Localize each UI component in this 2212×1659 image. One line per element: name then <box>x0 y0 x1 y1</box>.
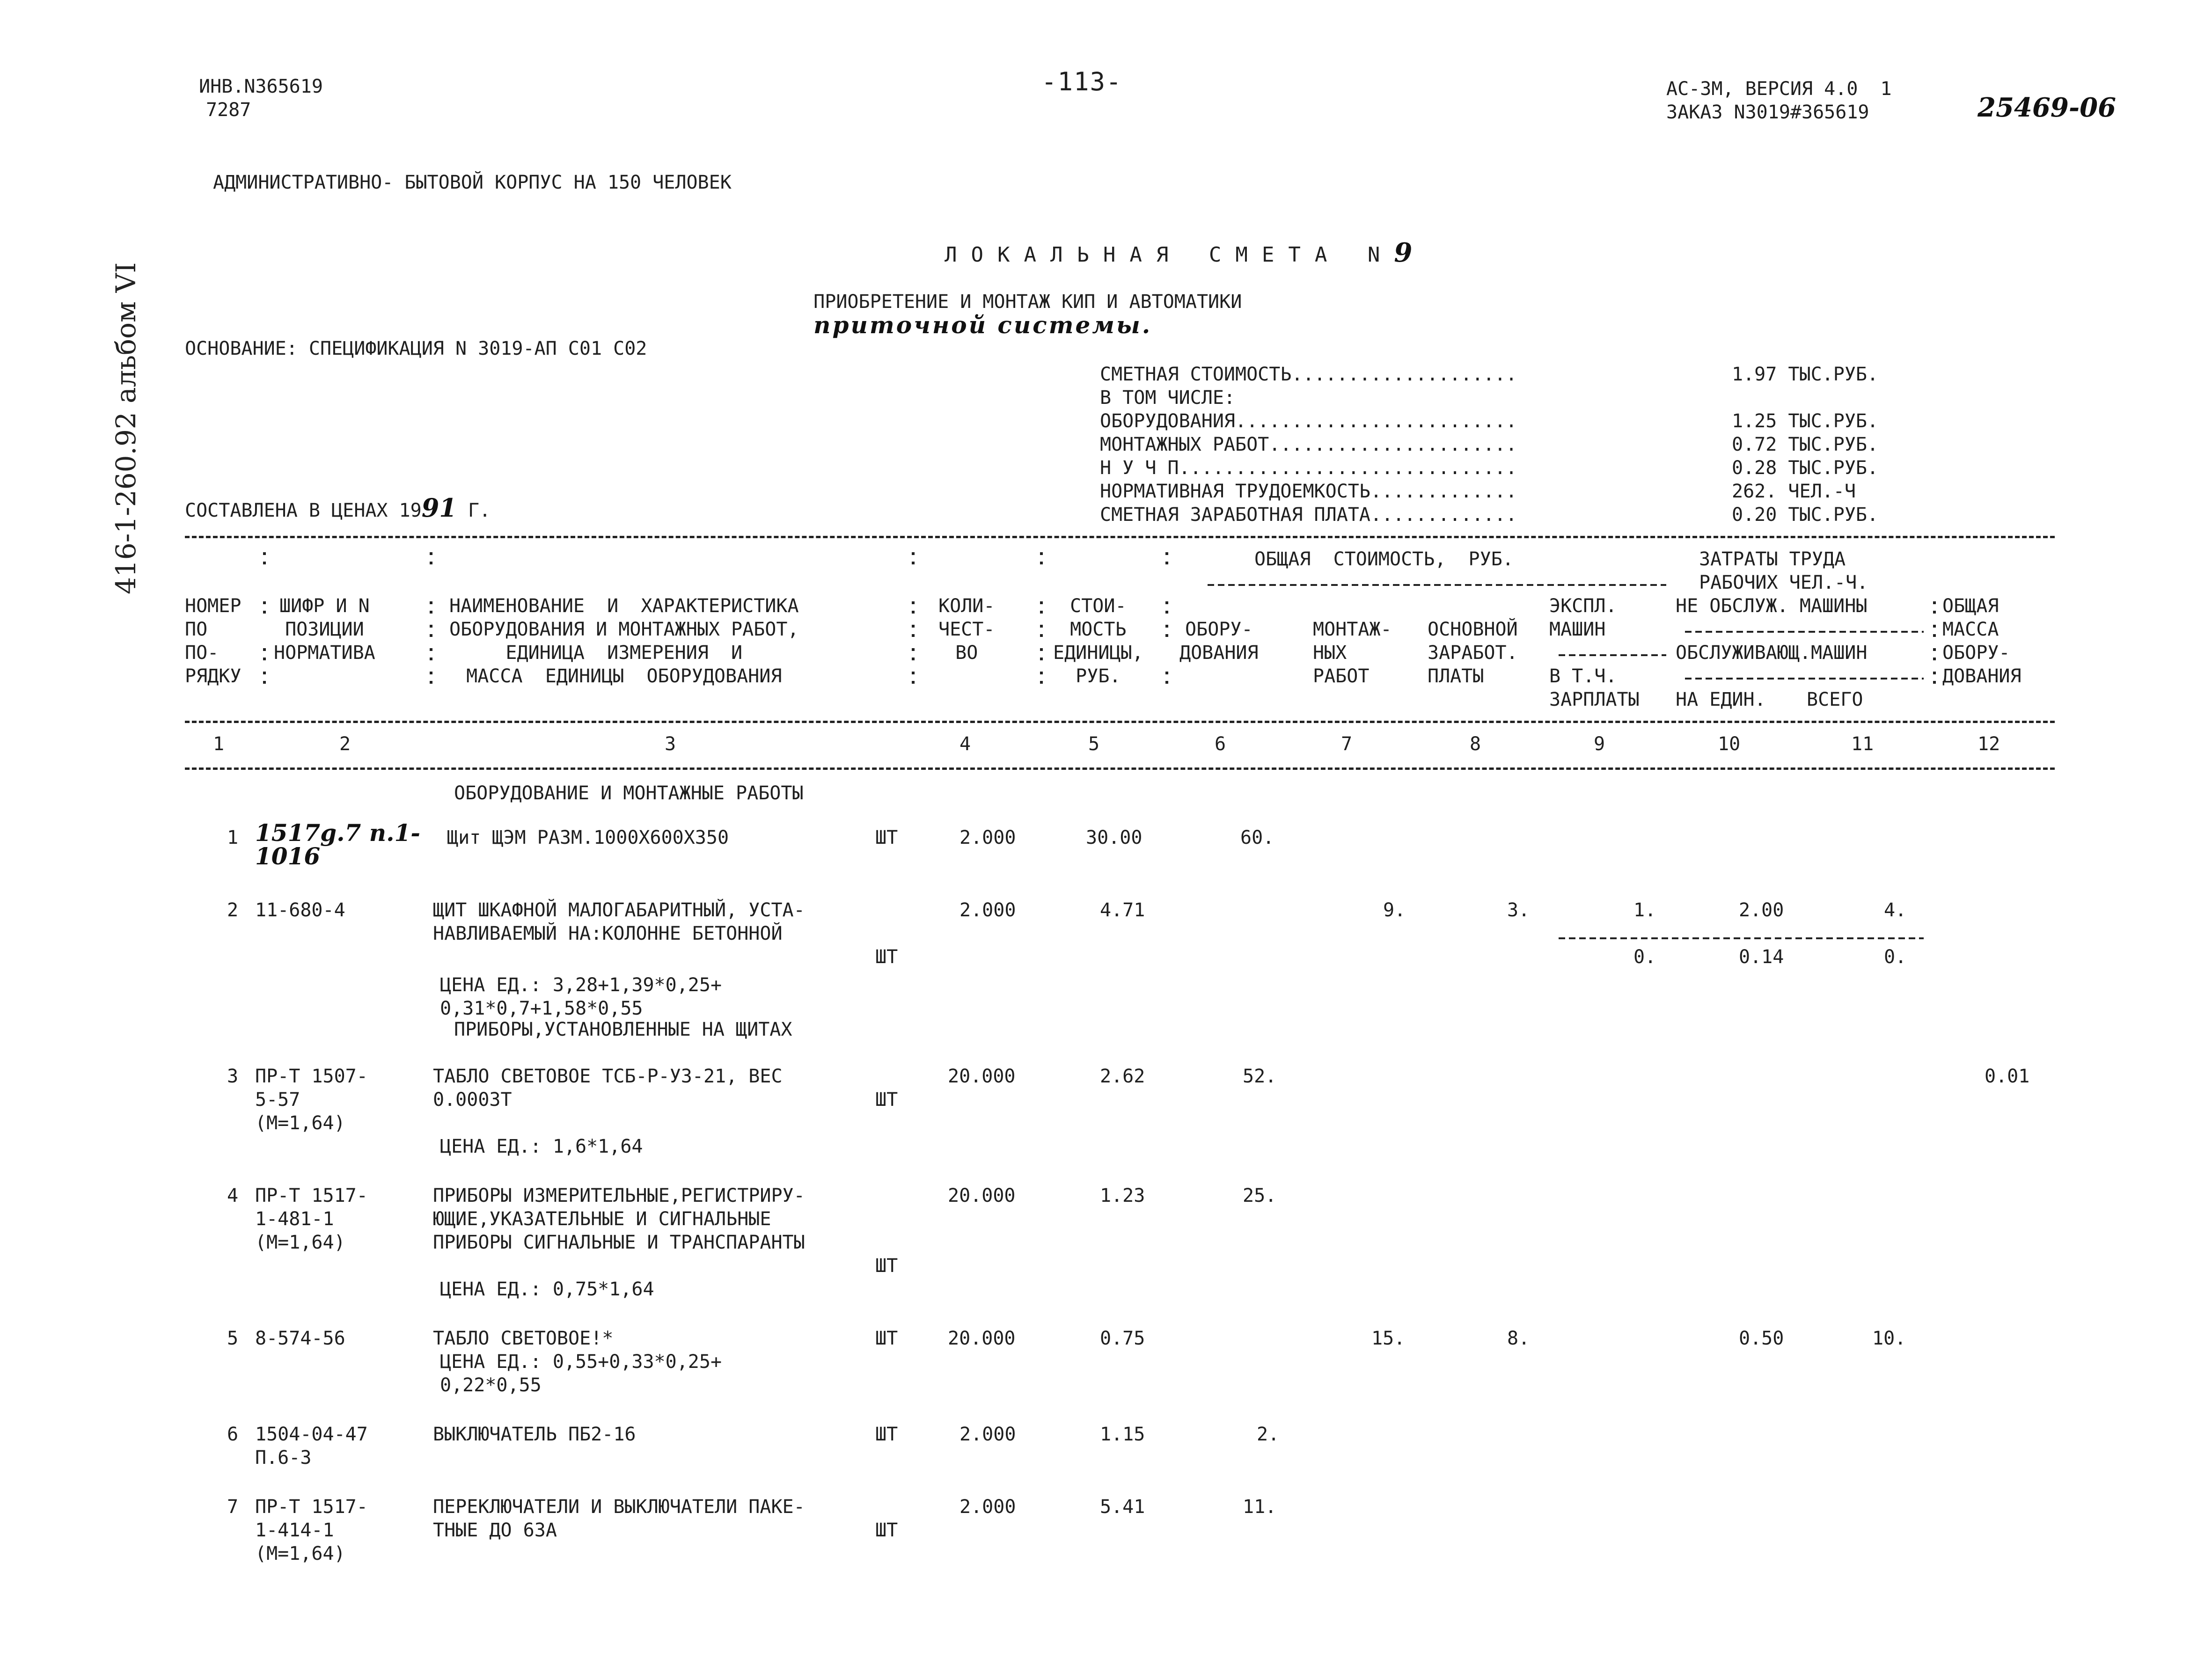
col-header-equipment: ОБОРУ- ДОВАНИЯ <box>1179 619 1259 664</box>
row-unit: ШТ <box>875 1089 898 1111</box>
row-mass: 0.01 <box>1985 1066 2030 1087</box>
row-labor-total: 4. <box>1884 899 1907 921</box>
row-name: ТАБЛО СВЕТОВОЕ!* <box>433 1328 614 1349</box>
row-machines-wages: 0. <box>1633 946 1656 968</box>
col-number: 7 <box>1341 733 1353 755</box>
row-code: ПР-Т 1507- 5-57 (М=1,64) <box>255 1066 368 1134</box>
handwritten-code: 25469-06 <box>1978 92 2116 123</box>
col-header-qty: КОЛИ- ЧЕСТ- ВО <box>938 595 995 664</box>
col-header-wages: ОСНОВНОЙ ЗАРАБОТ. ПЛАТЫ <box>1428 619 1518 687</box>
col-number: 11 <box>1851 733 1874 755</box>
row-price: 5.41 <box>1100 1496 1145 1518</box>
row-number: 6 <box>227 1424 239 1445</box>
summary-value: 1.25 ТЫС.РУБ. <box>1732 410 1879 432</box>
row-code: ПР-Т 1517- 1-414-1 (М=1,64) <box>255 1496 368 1564</box>
row-equipment: 60. <box>1240 827 1274 848</box>
col-number: 12 <box>1978 733 2000 755</box>
row-name: Щит ЩЭМ РАЗМ.1000Х600Х350 <box>447 827 729 848</box>
row-wages: 8. <box>1507 1328 1530 1349</box>
col-header-name: НАИМЕНОВАНИЕ И ХАРАКТЕРИСТИКА ОБОРУДОВАНИЯ И МОНТАЖНЫХ РАБОТ, ЕДИНИЦА ИЗМЕРЕНИЯ И МАССА ЕДИНИЦЫ ОБОРУДОВАНИЯ <box>449 595 799 687</box>
row-mounting: 9. <box>1383 899 1406 921</box>
row-unit: ШТ <box>875 946 898 968</box>
separator-col <box>1933 601 1936 684</box>
summary-value: 262. ЧЕЛ.-Ч <box>1732 481 1856 502</box>
summary-label: МОНТАЖНЫХ РАБОТ...................... <box>1100 434 1517 455</box>
inventory-number-2: 7287 <box>206 99 251 121</box>
row-price: 4.71 <box>1100 899 1145 921</box>
col-header-mass: ОБЩАЯ МАССА ОБОРУ- ДОВАНИЯ <box>1942 595 2022 687</box>
summary-label: Н У Ч П.............................. <box>1100 457 1517 479</box>
object-name: АДМИНИСТРАТИВНО- БЫТОВОЙ КОРПУС НА 150 ЧЕЛОВЕК <box>213 172 732 193</box>
col-number: 8 <box>1470 733 1481 755</box>
separator-col <box>263 552 266 684</box>
inventory-number: ИНВ.N365619 <box>199 76 323 97</box>
row-equipment: 2. <box>1257 1424 1280 1445</box>
row-price: 0.75 <box>1100 1328 1145 1349</box>
row-name: ПЕРЕКЛЮЧАТЕЛИ И ВЫКЛЮЧАТЕЛИ ПАКЕ- ТНЫЕ ДО 63А <box>433 1496 805 1541</box>
row-code: ПР-Т 1517- 1-481-1 (М=1,64) <box>255 1185 368 1253</box>
separator-dots <box>263 552 1936 684</box>
row-equipment: 25. <box>1243 1185 1277 1206</box>
col-number: 1 <box>213 733 225 755</box>
row-number: 1 <box>227 827 239 848</box>
row-number: 7 <box>227 1496 239 1518</box>
row-qty: 2.000 <box>960 827 1016 848</box>
summary-value: 0.72 ТЫС.РУБ. <box>1732 434 1879 455</box>
row-price: 2.62 <box>1100 1066 1145 1087</box>
row-number: 5 <box>227 1328 239 1349</box>
row-price-formula: ЦЕНА ЕД.: 0,55+0,33*0,25+ 0,22*0,55 <box>440 1351 722 1396</box>
row-unit: ШТ <box>875 1328 898 1349</box>
price-year-tail: Г. <box>456 500 491 521</box>
col-number: 10 <box>1718 733 1741 755</box>
separator-col <box>912 552 915 684</box>
row-unit: ШТ <box>875 1255 898 1277</box>
col-header-number: НОМЕР ПО ПО- РЯДКУ <box>185 595 242 687</box>
summary-label: В ТОМ ЧИСЛЕ: <box>1100 387 1235 409</box>
col-number: 2 <box>339 733 351 755</box>
row-machines: 1. <box>1633 899 1656 921</box>
row-name: ТАБЛО СВЕТОВОЕ ТСБ-Р-У3-21, ВЕС 0.0003Т <box>433 1066 783 1111</box>
col-number: 9 <box>1594 733 1605 755</box>
row-qty: 20.000 <box>948 1066 1016 1087</box>
col-header-labor-unit: НЕ ОБСЛУЖ. МАШИНЫ ОБСЛУЖИВАЮЩ.МАШИН НА ЕДИН. <box>1676 595 1868 710</box>
row-equipment: 52. <box>1243 1066 1277 1087</box>
document-number: 9 <box>1394 237 1413 268</box>
col-number: 6 <box>1215 733 1226 755</box>
row-name: ВЫКЛЮЧАТЕЛЬ ПБ2-16 <box>433 1424 636 1445</box>
row-equipment: 11. <box>1243 1496 1277 1518</box>
row-labor-unit: 2.00 <box>1739 899 1784 921</box>
row-labor-total-2: 0. <box>1884 946 1907 968</box>
group-labor-heading: ЗАТРАТЫ ТРУДА <box>1699 548 1846 570</box>
row-code: 8-574-56 <box>255 1328 345 1349</box>
row-wages: 3. <box>1507 899 1530 921</box>
col-header-labor-total: ВСЕГО <box>1807 689 1863 710</box>
summary-label: СМЕТНАЯ СТОИМОСТЬ.................... <box>1100 364 1517 385</box>
subtitle-text: ПРИОБРЕТЕНИЕ И МОНТАЖ КИП И АВТОМАТИКИ <box>813 291 1242 313</box>
section-heading: ОБОРУДОВАНИЕ И МОНТАЖНЫЕ РАБОТЫ <box>454 782 804 804</box>
row-unit: ШТ <box>875 827 898 848</box>
system-version: АС-3М, ВЕРСИЯ 4.0 1 <box>1666 78 1892 100</box>
row-unit: ШТ <box>875 1520 898 1541</box>
section-heading: ПРИБОРЫ,УСТАНОВЛЕННЫЕ НА ЩИТАХ <box>454 1019 792 1040</box>
row-labor-unit-2: 0.14 <box>1739 946 1784 968</box>
row-name: ПРИБОРЫ ИЗМЕРИТЕЛЬНЫЕ,РЕГИСТРИРУ- ЮЩИЕ,УКАЗАТЕЛЬНЫЕ И СИГНАЛЬНЫЕ ПРИБОРЫ СИГНАЛЬНЫЕ И ТРАНСПАРАНТЫ <box>433 1185 805 1253</box>
separator-col <box>1165 552 1168 684</box>
col-header-machines: ЭКСПЛ. МАШИН В Т.Ч. ЗАРПЛАТЫ <box>1549 595 1640 710</box>
price-year-text: СОСТАВЛЕНА В ЦЕНАХ 19 <box>185 500 422 521</box>
row-labor-total: 10. <box>1872 1328 1906 1349</box>
album-side-label: 416-1-260.92 альбом VI <box>110 262 142 594</box>
row-price-formula: ЦЕНА ЕД.: 1,6*1,64 <box>440 1136 643 1157</box>
summary-label: НОРМАТИВНАЯ ТРУДОЕМКОСТЬ............. <box>1100 481 1517 502</box>
row-number: 2 <box>227 899 239 921</box>
col-number: 4 <box>960 733 971 755</box>
separator-col <box>430 552 432 684</box>
row-mounting: 15. <box>1371 1328 1406 1349</box>
order-number: ЗАКАЗ N3019#365619 <box>1666 102 1869 123</box>
row-price-formula: ЦЕНА ЕД.: 0,75*1,64 <box>440 1279 654 1300</box>
subtitle-handwritten: приточной системы. <box>813 311 1152 339</box>
row-code: 1517g.7 п.1- 1016 <box>255 819 421 870</box>
row-price: 1.23 <box>1100 1185 1145 1206</box>
row-qty: 2.000 <box>960 899 1016 921</box>
summary-value: 1.97 ТЫС.РУБ. <box>1732 364 1879 385</box>
summary-value: 0.28 ТЫС.РУБ. <box>1732 457 1879 479</box>
page-number: -113- <box>1041 67 1122 96</box>
summary-label: ОБОРУДОВАНИЯ......................... <box>1100 410 1517 432</box>
row-code: 11-680-4 <box>255 899 345 921</box>
row-labor-unit: 0.50 <box>1739 1328 1784 1349</box>
summary-value: 0.20 ТЫС.РУБ. <box>1732 504 1879 526</box>
col-header-code: ШИФР И N ПОЗИЦИИ НОРМАТИВА <box>274 595 375 664</box>
group-cost-heading: ОБЩАЯ СТОИМОСТЬ, РУБ. <box>1254 548 1514 570</box>
row-qty: 2.000 <box>960 1424 1016 1445</box>
row-number: 4 <box>227 1185 239 1206</box>
group-labor-heading-2: РАБОЧИХ ЧЕЛ.-Ч. <box>1699 572 1868 593</box>
col-number: 3 <box>665 733 676 755</box>
row-qty: 20.000 <box>948 1185 1016 1206</box>
row-name: ЩИТ ШКАФНОЙ МАЛОГАБАРИТНЫЙ, УСТА- НАВЛИВАЕМЫЙ НА:КОЛОННЕ БЕТОННОЙ <box>433 899 805 944</box>
col-header-price: СТОИ- МОСТЬ ЕДИНИЦЫ, РУБ. <box>1053 595 1143 687</box>
row-number: 3 <box>227 1066 239 1087</box>
row-price-formula: ЦЕНА ЕД.: 3,28+1,39*0,25+ 0,31*0,7+1,58*0,55 <box>440 974 722 1019</box>
row-qty: 20.000 <box>948 1328 1016 1349</box>
row-code: 1504-04-47 П.6-3 <box>255 1424 368 1469</box>
col-number: 5 <box>1088 733 1100 755</box>
summary-label: СМЕТНАЯ ЗАРАБОТНАЯ ПЛАТА............. <box>1100 504 1517 526</box>
row-unit: ШТ <box>875 1424 898 1445</box>
price-year-handwritten: 91 <box>421 493 457 523</box>
col-header-mounting: МОНТАЖ- НЫХ РАБОТ <box>1313 619 1392 687</box>
row-qty: 2.000 <box>960 1496 1016 1518</box>
row-price: 1.15 <box>1100 1424 1145 1445</box>
basis-line: ОСНОВАНИЕ: СПЕЦИФИКАЦИЯ N 3019-АП С01 С02 <box>185 338 647 359</box>
separator-col <box>1040 552 1043 684</box>
row-price: 30.00 <box>1086 827 1143 848</box>
document-title-text: ЛОКАЛЬНАЯ СМЕТА N <box>944 243 1394 267</box>
